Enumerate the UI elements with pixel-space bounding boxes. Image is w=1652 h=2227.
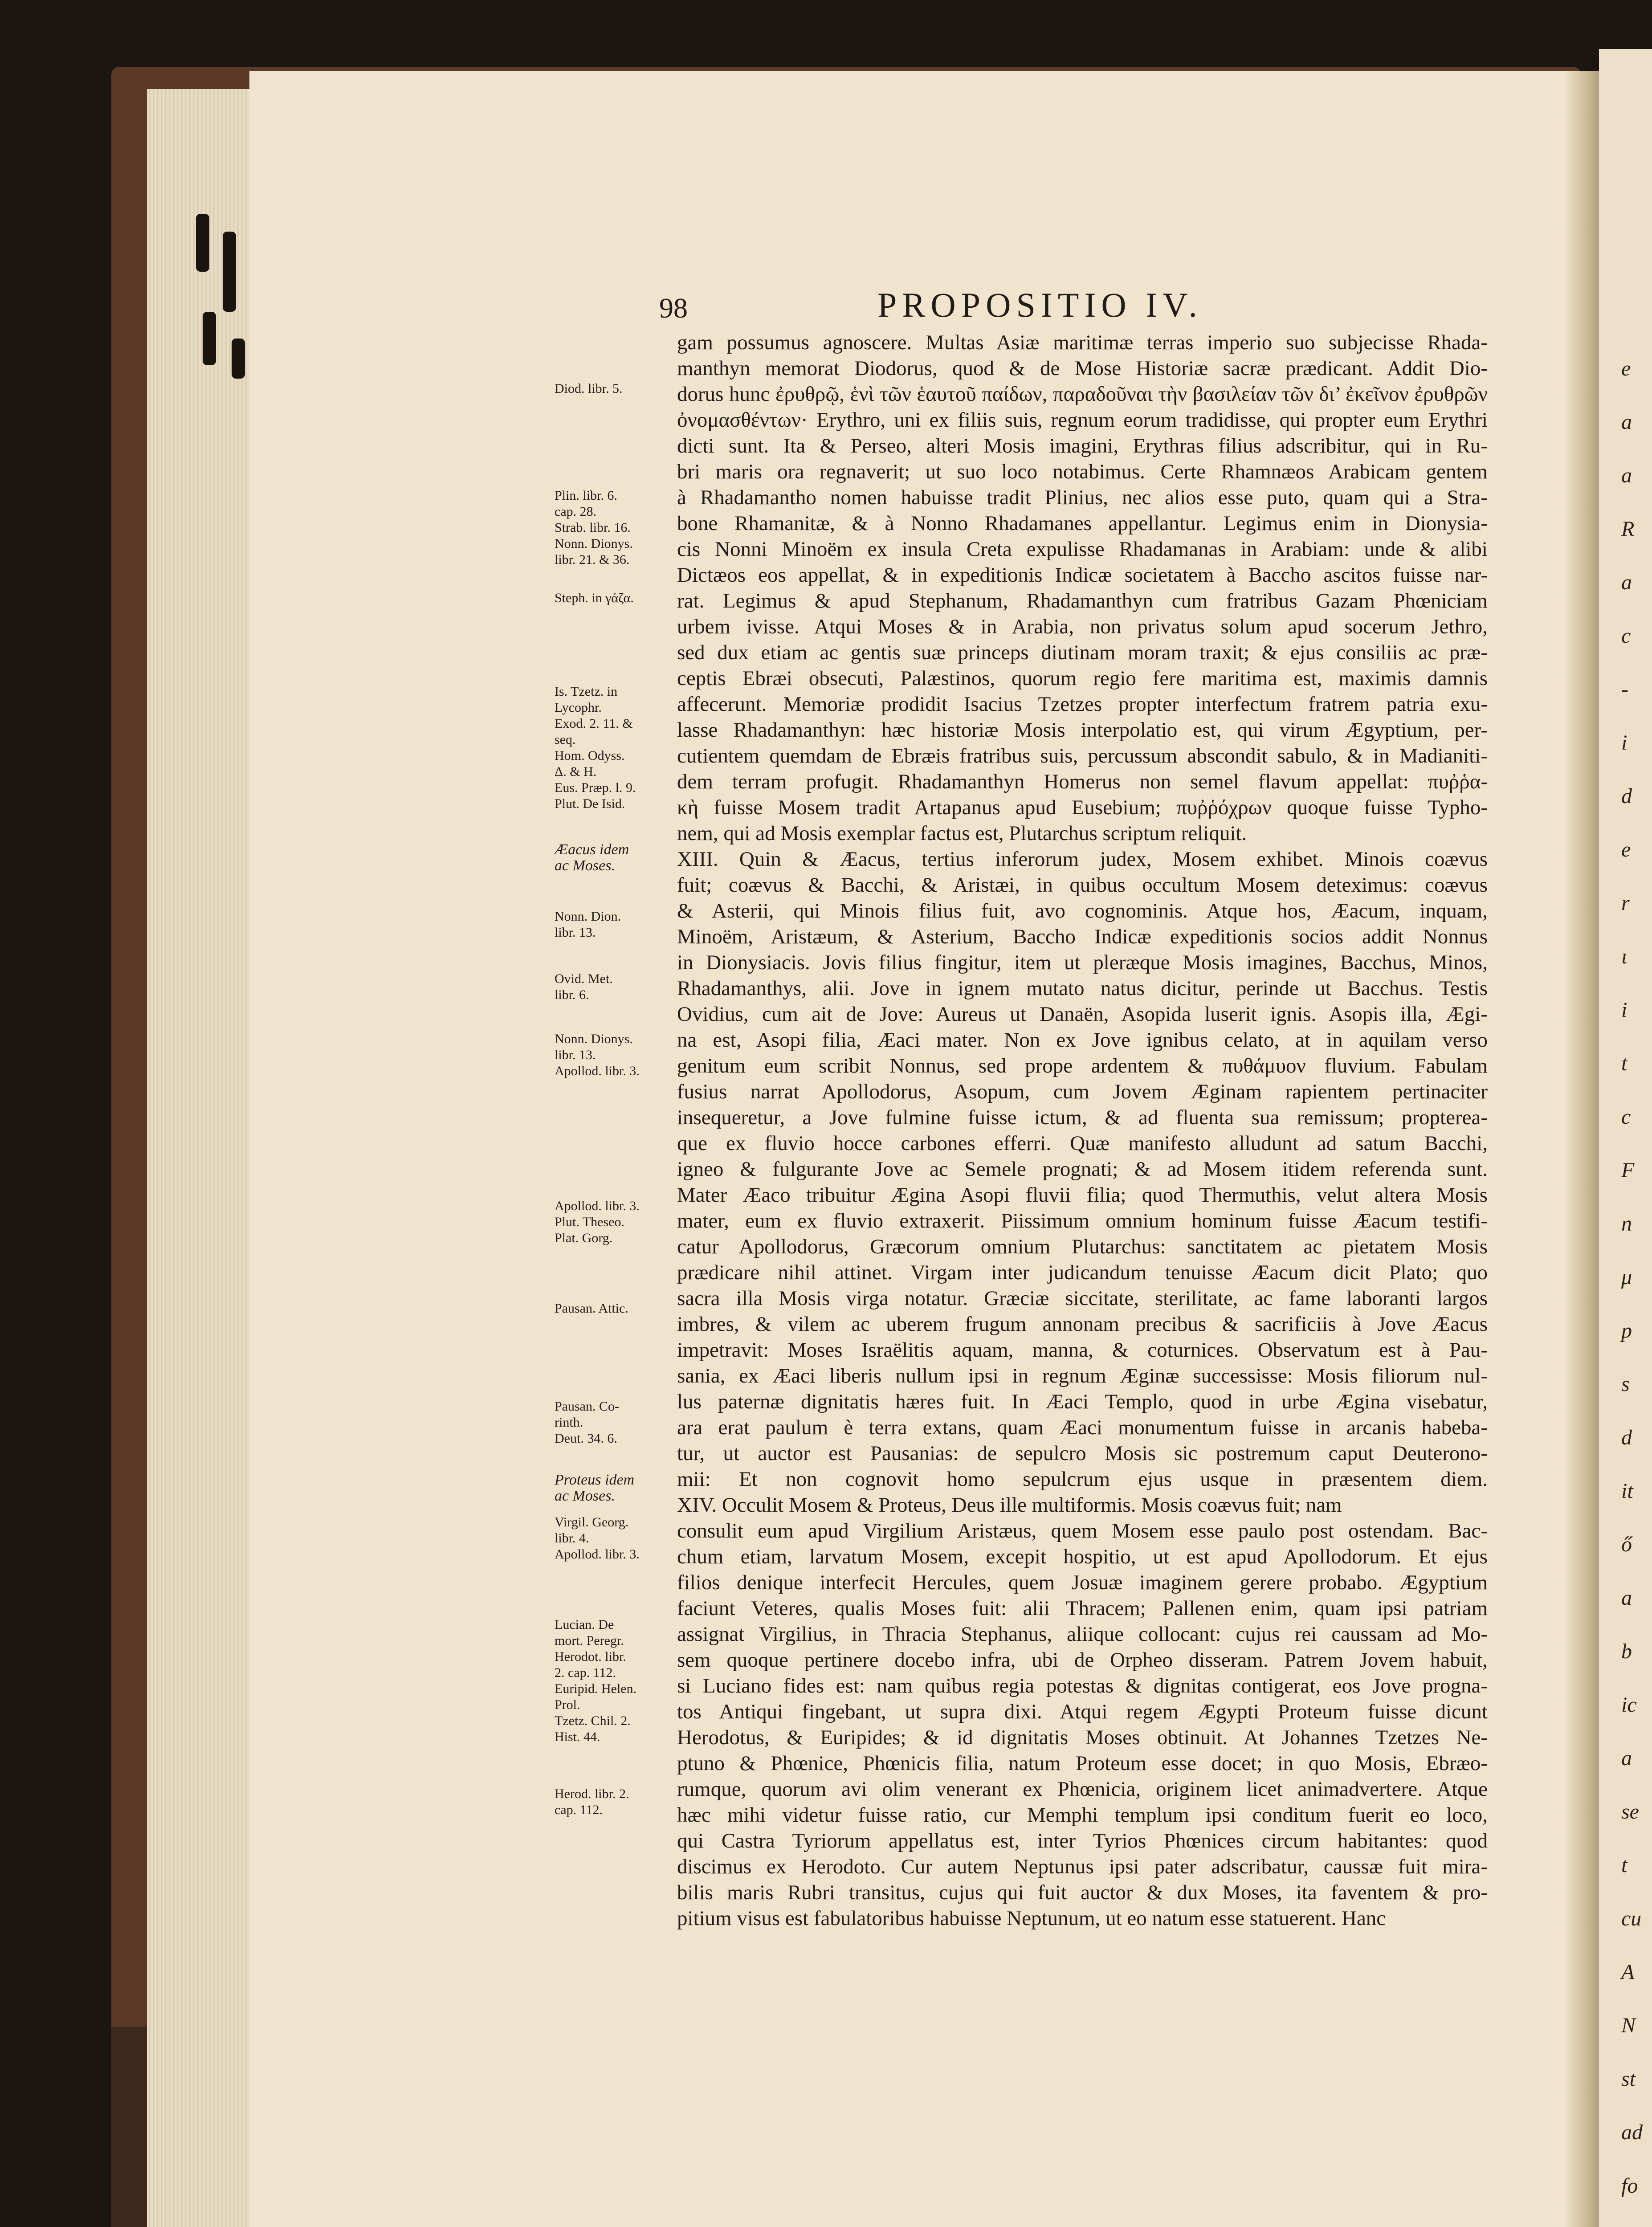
text-line: filios denique interfecit Hercules, quem Josuæ imaginem gerere probabo. Ægyptium: [677, 1571, 1488, 1594]
facing-page-fragment: i: [1621, 731, 1628, 755]
margin-note: [555, 684, 666, 812]
text-line: mii: Et non cognovit homo sepulcrum ejus usque in præsentem diem.: [677, 1468, 1488, 1491]
margin-note: [555, 842, 666, 874]
text-line: genitum eum scribit Nonnus, sed prope ardentem & πυθάμυον fluvium. Fabulam: [677, 1054, 1488, 1077]
margin-note: [555, 1198, 666, 1246]
margin-note-line: Plat. Gorg.: [555, 1231, 613, 1245]
text-line: tos Antiqui fingebant, ut supra dixi. Atqui regem Ægypti Proteum fuisse dicunt: [677, 1700, 1488, 1723]
text-line: lasse Rhadamanthyn: hæc historiæ Mosis interpolatio est, qui virum Ægyptium, per-: [677, 718, 1488, 742]
text-line: & Asterii, qui Minois filius fuit, avo cognominis. Atque hos, Æacum, inquam,: [677, 899, 1488, 922]
text-line: cis Nonni Minoëm ex insula Creta expulisse Rhadamanas in Arabiam: unde & alibi: [677, 538, 1488, 561]
text-line: Minoëm, Aristæum, & Asterium, Baccho Indicæ expeditionis socios addit Nonnus: [677, 925, 1488, 948]
text-line: à Rhadamantho nomen habuisse tradit Plinius, nec alios esse puto, quam qui a Stra-: [677, 486, 1488, 509]
margin-note: [555, 971, 666, 1003]
margin-note-line: Nonn. Dionys.: [555, 536, 633, 551]
text-line: imbres, & vilem ac uberem frugum annonam precibus & sacrificiis à Jove Æacus: [677, 1313, 1488, 1336]
facing-page-fragment: st: [1621, 2067, 1636, 2091]
margin-note-line: rinth.: [555, 1415, 583, 1430]
facing-page-fragment: t: [1621, 1052, 1628, 1075]
margin-note-line: Proteus idem: [555, 1472, 635, 1488]
text-line: na est, Asopi filia, Æaci mater. Non ex Jove ignibus celato, at in aquilam verso: [677, 1028, 1488, 1052]
text-line: Rhadamanthys, alii. Jove in ignem mutato natus dicitur, perinde ut Bacchus. Testis: [677, 977, 1488, 1000]
text-line: bri maris ora regnaverit; ut suo loco notabimus. Certe Rhamnæos Arabicam gentem: [677, 460, 1488, 483]
text-line: rumque, quorum avi olim venerant ex Phœnicia, originem licet animadvertere. Atque: [677, 1778, 1488, 1801]
margin-note-line: Apollod. libr. 3.: [555, 1547, 640, 1562]
margin-note-line: Is. Tzetz. in: [555, 684, 618, 699]
margin-note-line: Diod. libr. 5.: [555, 381, 623, 396]
facing-page-fragment: R: [1621, 517, 1635, 541]
facing-page-fragment: t: [1621, 1853, 1628, 1877]
text-line: dem terram profugit. Rhadamanthyn Homerus non semel flavum appellat: πυῤῥα-: [677, 770, 1488, 793]
facing-page-fragment: e: [1621, 357, 1631, 380]
facing-page-fragment: a: [1621, 1586, 1632, 1610]
edge-stain: [232, 339, 245, 379]
margin-note: [555, 909, 666, 941]
margin-note: [555, 1472, 666, 1504]
text-line: manthyn memorat Diodorus, quod & de Mose Historiæ sacræ prædicant. Addit Dio-: [677, 357, 1488, 380]
margin-note-line: Plut. De Isid.: [555, 796, 625, 811]
text-line: si Luciano fides est: nam quibus regia potestas & dignitas contigerat, eos Jove progna-: [677, 1674, 1488, 1697]
margin-note-line: Δ. & Η.: [555, 764, 597, 779]
facing-page-fragment: e: [1621, 838, 1631, 861]
text-line: chum etiam, larvatum Mosem, excepit hospitio, ut est apud Apollodorum. Et ejus: [677, 1545, 1488, 1568]
margin-note-line: libr. 6.: [555, 987, 589, 1002]
text-line: ara erat paulum è terra extans, quam Æaci monumentum fuisse in arcanis habeba-: [677, 1416, 1488, 1439]
text-line: fusius narrat Apollodorus, Asopum, cum Jovem Æginam rapientem pertinaciter: [677, 1080, 1488, 1103]
margin-note-line: libr. 13.: [555, 1048, 596, 1062]
text-line: pitium visus est fabulatoribus habuisse Neptunum, ut eo natum esse statuerent. Hanc: [677, 1907, 1386, 1930]
page-gutter: [1563, 71, 1603, 2227]
text-line: catur Apollodorus, Græcorum omnium Plutarchus: sanctitatem ac pietatem Mosis: [677, 1235, 1488, 1258]
facing-page-fragment: A: [1621, 1960, 1635, 1984]
text-line: Herodotus, & Euripides; & id dignitatis Moses obtinuit. At Johannes Tzetzes Ne-: [677, 1726, 1488, 1749]
margin-note-line: Prol.: [555, 1697, 580, 1712]
text-line: impetravit: Moses Israëlitis aquam, manna, & coturnices. Observatum est à Pau-: [677, 1338, 1488, 1362]
margin-note-line: Nonn. Dionys.: [555, 1032, 633, 1046]
text-line: Mater Æaco tribuitur Ægina Asopi fluvii filia; quod Thermuthis, velut altera Mosis: [677, 1183, 1488, 1207]
text-line: faciunt Veteres, qualis Moses fuit: alii Thracem; Pallenen enim, quam ipsi patriam: [677, 1597, 1488, 1620]
text-line: dicti sunt. Ita & Perseo, alteri Mosis imagini, Erythras filius adscribitur, qui in Ru-: [677, 434, 1488, 457]
text-line: que ex fluvio hocce carbones efferri. Quæ manifesto alludunt ad satum Bacchi,: [677, 1132, 1488, 1155]
margin-note-line: Plut. Theseo.: [555, 1215, 624, 1229]
text-line: bone Rhamanitæ, & à Nonno Rhadamanes appellantur. Legimus enim in Dionysia-: [677, 512, 1488, 535]
text-line: urbem ivisse. Atqui Moses & in Arabia, non privatus solum apud socerum Jethro,: [677, 615, 1488, 638]
text-line: ceptis Ebræi obsecuti, Palæstinos, quorum regio fere maritima est, maximis damnis: [677, 667, 1488, 690]
text-line: XIII. Quin & Æacus, tertius inferorum judex, Mosem exhibet. Minois coævus: [677, 848, 1488, 871]
margin-note-line: Virgil. Georg.: [555, 1515, 629, 1530]
facing-page-fragment: ι: [1621, 945, 1628, 968]
text-line: rat. Legimus & apud Stephanum, Rhadamanthyn cum fratribus Gazam Phœniciam: [677, 589, 1488, 612]
text-line: mater, eum ex fluvio extraxerit. Piissimum omnium hominum fuisse Æacum testifi-: [677, 1209, 1488, 1232]
facing-page-fragment: a: [1621, 571, 1632, 594]
page-edges: [147, 89, 249, 2227]
text-line: discimus ex Herodoto. Cur autem Neptunus ipsi pater adscribatur, caussæ fuit mira-: [677, 1855, 1488, 1878]
facing-page-fragment: s: [1621, 1372, 1630, 1396]
text-line: lus paternæ dignitatis hæres fuit. In Æaci Templo, quod in urbe Ægina visebatur,: [677, 1390, 1488, 1413]
margin-note-line: Plin. libr. 6.: [555, 488, 617, 503]
text-line: prædicare nihil attinet. Virgam inter judicandum tenuisse Æacum dicit Plato; quo: [677, 1261, 1488, 1284]
facing-page-fragment: -: [1621, 677, 1628, 701]
facing-page-fragment: μ: [1621, 1265, 1632, 1289]
text-line: dorus hunc ἐρυθρῷ, ἑνὶ τῶν ἑαυτοῦ παίδων, παραδοῦναι τὴν βασιλείαν τῶν δι’ ἐκεῖνον ἐρυθρῶν: [677, 383, 1488, 406]
facing-page-fragment: r: [1621, 891, 1630, 915]
text-line: qui Castra Tyriorum appellatus est, inter Tyrios Phœnices circum habitantes: quod: [677, 1829, 1488, 1852]
margin-note: [555, 1399, 666, 1447]
margin-note: [555, 488, 666, 568]
margin-note: [555, 590, 666, 606]
edge-stain: [196, 214, 209, 272]
text-line: sed dux etiam ac gentis suæ princeps diutinam moram traxit; & ejus consiliis ac præ-: [677, 641, 1488, 664]
margin-note-line: Tzetz. Chil. 2.: [555, 1713, 631, 1728]
facing-page-fragment: c: [1621, 1105, 1631, 1129]
margin-note-line: Deut. 34. 6.: [555, 1431, 617, 1446]
margin-note-line: libr. 4.: [555, 1531, 589, 1546]
margin-note-line: Strab. libr. 16.: [555, 520, 631, 535]
text-line: nem, qui ad Mosis exemplar factus est, Plutarchus scriptum reliquit.: [677, 822, 1247, 845]
facing-page-fragment: n: [1621, 1212, 1632, 1236]
margin-note-line: Eus. Præp. l. 9.: [555, 780, 636, 795]
margin-note-line: Pausan. Attic.: [555, 1301, 628, 1316]
text-line: ptuno & Phœnice, Phœnicis filia, natum Proteum esse docet; in quo Mosis, Ebræo-: [677, 1752, 1488, 1775]
margin-note-line: ac Moses.: [555, 1488, 615, 1504]
facing-page-fragment: fo: [1621, 2174, 1638, 2198]
facing-page-fragment: d: [1621, 1426, 1632, 1449]
margin-note-line: Nonn. Dion.: [555, 909, 621, 924]
facing-page-fragment: ic: [1621, 1693, 1637, 1717]
margin-note-line: Lycophr.: [555, 700, 602, 715]
facing-page-fragment: b: [1621, 1640, 1632, 1663]
edge-stain: [203, 312, 216, 365]
margin-note: [555, 1786, 666, 1818]
margin-note-line: ac Moses.: [555, 857, 615, 874]
text-line: in Dionysiacis. Jovis filius fingitur, item ut pleræque Mosis imagines, Bacchus, Minos,: [677, 951, 1488, 974]
facing-page-fragment: ad: [1621, 2121, 1643, 2144]
margin-note: [555, 1617, 666, 1745]
text-line: gam possumus agnoscere. Multas Asiæ maritimæ terras imperio suo subjecisse Rhada-: [677, 331, 1488, 354]
facing-page-fragment: p: [1621, 1319, 1632, 1342]
margin-note-line: cap. 112.: [555, 1803, 603, 1817]
margin-note-line: Euripid. Helen.: [555, 1681, 637, 1696]
text-line: XIV. Occulit Mosem & Proteus, Deus ille multiformis. Mosis coævus fuit; nam: [677, 1493, 1342, 1517]
margin-note-line: Apollod. libr. 3.: [555, 1199, 640, 1213]
margin-note: [555, 1031, 666, 1079]
margin-note-line: Steph. in γάζα.: [555, 591, 634, 605]
text-line: assignat Virgilius, in Thracia Stephanus, aliique collocant: cujus rei caussam ad Mo-: [677, 1623, 1488, 1646]
edge-stain: [223, 232, 236, 312]
margin-note-line: Apollod. libr. 3.: [555, 1064, 640, 1078]
margin-note-line: Lucian. De: [555, 1617, 614, 1632]
text-line: consulit eum apud Virgilium Aristæus, quem Mosem esse paulo post ostendam. Bac-: [677, 1519, 1488, 1542]
margin-note-line: libr. 21. & 36.: [555, 552, 630, 567]
margin-note-line: Herod. libr. 2.: [555, 1786, 629, 1801]
margin-note-line: Hom. Odyss.: [555, 748, 625, 763]
margin-note: [555, 1301, 666, 1317]
text-line: fuit; coævus & Bacchi, & Aristæi, in quibus occultum Mosem deteximus: coævus: [677, 873, 1488, 897]
facing-page-fragment: a: [1621, 1746, 1632, 1770]
facing-page-fragment: it: [1621, 1479, 1633, 1503]
margin-note-line: Exod. 2. 11. &: [555, 716, 633, 731]
facing-page-fragment: a: [1621, 464, 1632, 487]
page-number: 98: [659, 292, 688, 324]
facing-page-fragment: ő: [1621, 1533, 1632, 1556]
margin-note-line: Ovid. Met.: [555, 971, 613, 986]
text-line: cutientem quemdam de Ebræis fratribus suis, percussum abscondit sabulo, & in Madianiti-: [677, 744, 1488, 767]
text-line: sem quoque pertinere docebo infra, ubi de Orpheo disseram. Patrem Jovem habuit,: [677, 1648, 1488, 1672]
margin-note-line: Æacus idem: [555, 841, 629, 858]
margin-note-line: mort. Peregr.: [555, 1633, 624, 1648]
facing-page-fragment: se: [1621, 1800, 1639, 1823]
facing-page-fragment: c: [1621, 624, 1631, 648]
margin-note-line: 2. cap. 112.: [555, 1665, 616, 1680]
text-line: ὀνομασθέντων· Erythro, uni ex filiis suis, regnum eorum tradidisse, qui propter eum Erythri: [677, 408, 1488, 432]
text-line: affecerunt. Memoriæ prodidit Isacius Tzetzes propter interfectum fratrem patria exu-: [677, 693, 1488, 716]
facing-page-fragment: cu: [1621, 1907, 1642, 1930]
margin-note-line: cap. 28.: [555, 504, 597, 519]
margin-note-line: seq.: [555, 732, 576, 747]
margin-note: [555, 1514, 666, 1562]
margin-note-line: Herodot. libr.: [555, 1649, 626, 1664]
facing-page-fragment: a: [1621, 410, 1632, 434]
text-line: igneo & fulgurante Jove ac Semele prognati; & ad Mosem itidem referenda sunt.: [677, 1158, 1488, 1181]
text-line: hæc mihi videtur fuisse ratio, cur Memphi templum ipsi conditum fuerit eo loco,: [677, 1803, 1488, 1827]
margin-note-line: Hist. 44.: [555, 1729, 600, 1744]
facing-page-fragment: F: [1621, 1158, 1635, 1182]
margin-note: [555, 381, 666, 397]
text-line: sacra illa Mosis virga notatur. Græciæ siccitate, sterilitate, ac fame laboranti largos: [677, 1287, 1488, 1310]
body-text: [677, 330, 1488, 1931]
text-line: κὴ fuisse Mosem tradit Artapanus apud Eusebium; πυῤῥόχρων quoque fuisse Typho-: [677, 796, 1488, 819]
facing-page-fragment: N: [1621, 2014, 1636, 2037]
facing-page-fragment: d: [1621, 784, 1632, 808]
running-head: PROPOSITIO IV.: [877, 286, 1203, 324]
text-line: insequeretur, a Jove fulmine fuisse ictum, & ad fluenta sua remissum; propterea-: [677, 1106, 1488, 1129]
margin-note-line: Pausan. Co-: [555, 1399, 619, 1414]
text-line: sania, ex Æaci liberis nullum ipsi in regnum Æginæ successisse: Mosis filiorum nul-: [677, 1364, 1488, 1387]
text-line: bilis maris Rubri transitus, cujus qui fuit auctor & dux Moses, ita faventem & pro-: [677, 1881, 1488, 1904]
facing-page-fragment: i: [1621, 998, 1628, 1022]
margin-note-line: libr. 13.: [555, 925, 596, 940]
text-line: Ovidius, cum ait de Jove: Aureus ut Danaën, Asopida luserit ignis. Asopis illa, Ægi-: [677, 1003, 1488, 1026]
text-line: tur, ut auctor est Pausanias: de sepulcro Mosis sic postremum caput Deuterono-: [677, 1442, 1488, 1465]
text-line: Dictæos eos appellat, & in expeditionis Indicæ societatem à Baccho ascitos fuisse nar-: [677, 563, 1488, 587]
